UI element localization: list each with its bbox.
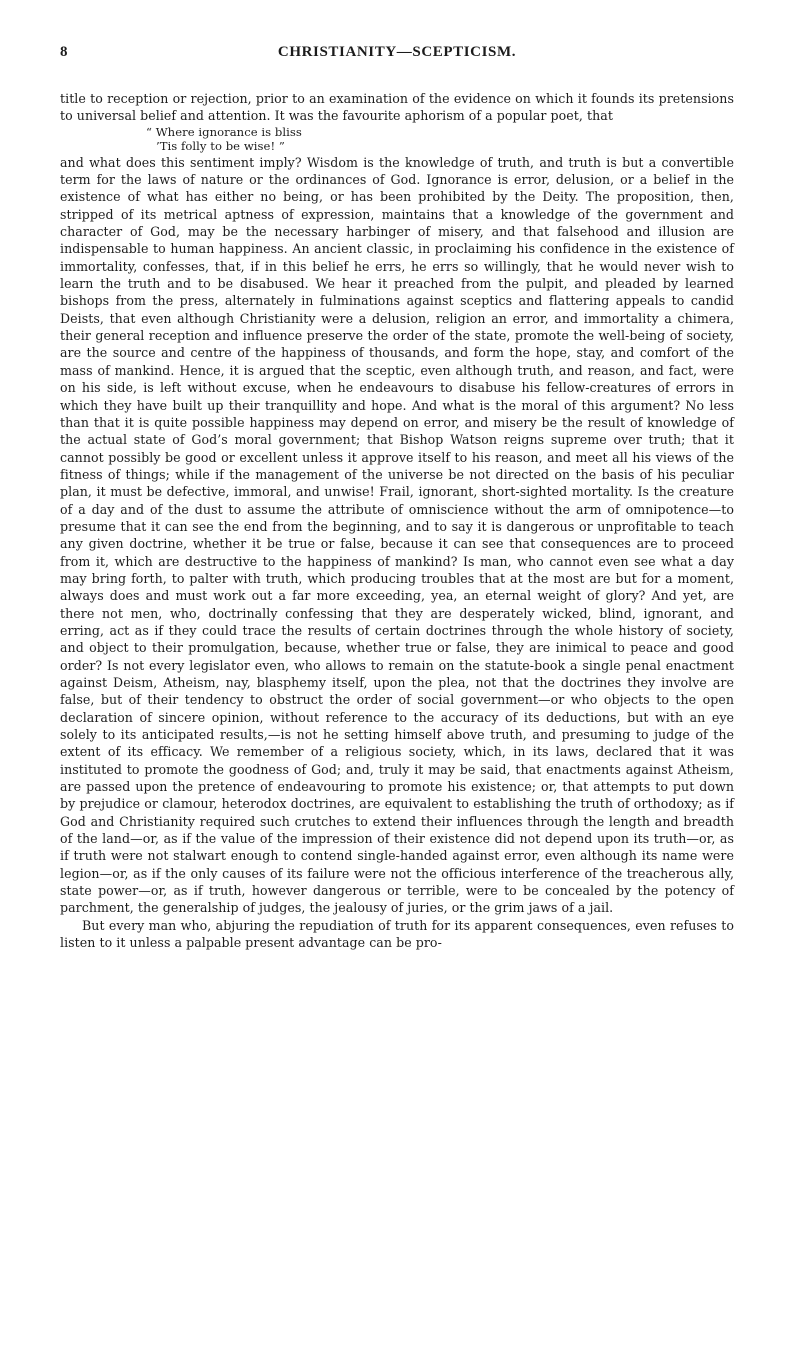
paragraph-1: title to reception or rejection, prior to an examination of the evidence on which it founds its pretensions to universal belief and attention. It was the favourite aphorism of a popular poet, that	[60, 91, 734, 124]
paragraph-3: But every man who, abjuring the repudiation of truth for its apparent consequences, even refuses to listen to it unless a palpable present advantage can be pro-	[60, 917, 734, 951]
running-title: CHRISTIANITY—SCEPTICISM.	[277, 44, 517, 60]
paragraph-2: and what does this sentiment imply? Wisdom is the knowledge of truth, and truth is but a convertible term for the laws of nature or the ordinances of God. Ignorance is error, delusion, or a belief in the existence of what has either no being, or has been prohibited by the Deity. The proposition, then, stripped of its metrical aptness of expression, maintains that a knowledge of the government and character of God, may be the necessary harbinger of misery, and that falsehood and illusion are indispensable to human happiness. An ancient classic, in proclaiming his confidence in the existence of immortality, confesses, that, if in this belief he errs, he errs so willingly, that he would never wish to learn the truth and to be disabused. We hear it preached from the pulpit, and pleaded by learned bishops from the press, alternately in fulminations against sceptics and flattering appeals to candid Deists, that even although Christianity were a delusion, religion an error, and immortality a chimera, their general reception and influence preserve the order of the state, promote the well-being of society, are the source and centre of the happiness of thousands, and form the hope, stay, and comfort of the mass of mankind. Hence, it is argued that the sceptic, even although truth, and reason, and fact, were on his side, is left without excuse, when he endeavours to disabuse his fellow-creatures of errors in which they have built up their tranquillity and hope. And what is the moral of this argument? No less than that it is quite possible happiness may depend on error, and misery be the result of knowledge of the actual state of God’s moral government; that Bishop Watson reigns supreme over truth; that it cannot possibly be good or excellent unless it approve itself to his reason, and meet all his views of the fitness of things; while if the management of the universe be not directed on the basis of his peculiar plan, it must be defective, immoral, and unwise! Frail, ignorant, short-sighted mortality. Is the creature of a day and of the dust to assume the attribute of omniscience without the arm of omnipotence—to presume that it can see the end from the beginning, and to say it is dangerous or unprofitable to teach any given doctrine, whether it be true or false, because it can see that consequences are to proceed from it, which are destructive to the happiness of mankind? Is man, who cannot even see what a day may bring forth, to palter with truth, which producing troubles that at the most are but for a moment, always does and must work out a far more exceeding, yea, an eternal weight of glory? And yet, are there not men, who, doctrinally confessing that they are desperately wicked, blind, ignorant, and erring, act as if they could trace the results of certain doctrines through the whole history of society, and object to their promulgation, because, whether true or false, they are inimical to peace and good order? Is not every legislator even, who allows to remain on the statute-book a single penal enactment against Deism, Atheism, nay, blasphemy itself, upon the plea, not that the doctrines they involve are false, but of their tendency to obstruct the order of social government—or who objects to the open declaration of sincere opinion, without reference to the accuracy of its deductions, but with an eye solely to its anticipated results,—is not he setting himself above truth, and presuming to judge of the extent of its efficacy. We remember of a religious society, which, in its laws, declared that it was instituted to promote the goodness of God; and, truly it may be said, that enactments against Atheism, are passed upon the pretence of endeavouring to promote his existence; or, that attempts to put down by prejudice or clamour, heterodox doctrines, are equivalent to establishing the truth of orthodoxy; as if God and Christianity required such crutches to extend their influences through the length and breadth of the land—or, as if the value of the impression of their existence did not depend upon its truth—or, as if truth were not stalwart enough to contend single-handed against error, even although its name were legion—or, as if the only causes of its failure were not the officious interference of the treacherous ally, state power—or, as if truth, however dangerous or terrible, were to be concealed by the potency of parchment, the generalship of judges, the jealousy of juries, or the grim jaws of a jail.	[60, 154, 734, 916]
verse-line-1: “ Where ignorance is bliss	[146, 124, 302, 139]
body-text	[60, 90, 734, 952]
running-head	[60, 44, 734, 70]
page-number: 8	[60, 44, 69, 60]
verse-quotation	[146, 125, 734, 154]
verse-line-2: ’Tis folly to be wise! ”	[156, 139, 285, 154]
